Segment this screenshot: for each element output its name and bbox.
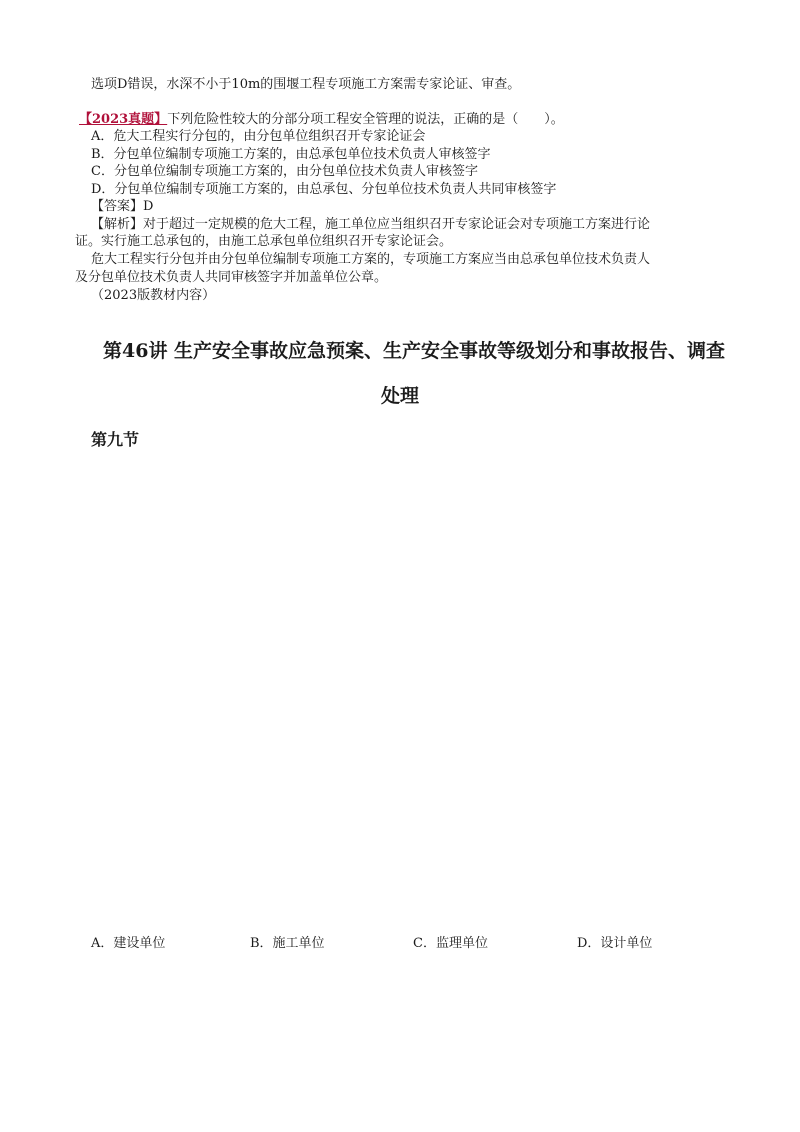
source-note: （2023版教材内容） [91, 288, 216, 303]
lecture-title-line-2: 处理 [381, 385, 420, 407]
previous-explanation-note: 选项D错误，水深不小于10m的围堰工程专项施工方案需专家论证、审查。 [91, 77, 521, 92]
analysis-paragraph-1-line-1: 【解析】对于超过一定规模的危大工程，施工单位应当组织召开专家论证会对专项施工方案进行论 [91, 217, 651, 232]
bottom-option-d: D．设计单位 [577, 936, 653, 951]
analysis-paragraph-2-line-1: 危大工程实行分包并由分包单位编制专项施工方案的，专项施工方案应当由总承包单位技术负责人 [91, 252, 651, 267]
analysis-paragraph-1-line-2: 证。实行施工总承包的，由施工总承包单位组织召开专家论证会。 [75, 234, 453, 249]
analysis-paragraph-2-line-2: 及分包单位技术负责人共同审核签字并加盖单位公章。 [75, 270, 388, 285]
answer-line: 【答案】D [91, 199, 154, 214]
exam-year-tag: 【2023真题】 [79, 112, 168, 127]
option-b: B．分包单位编制专项施工方案的，由总承包单位技术负责人审核签字 [91, 147, 491, 162]
bottom-option-a: A．建设单位 [91, 936, 166, 951]
bottom-option-c: C．监理单位 [413, 936, 488, 951]
option-a: A．危大工程实行分包的，由分包单位组织召开专家论证会 [91, 129, 426, 144]
lecture-title-line-1: 第46讲 生产安全事故应急预案、生产安全事故等级划分和事故报告、调查 [103, 340, 726, 362]
question-stem: 下列危险性较大的分部分项工程安全管理的说法，正确的是（ ）。 [167, 112, 564, 127]
bottom-option-b: B．施工单位 [250, 936, 325, 951]
question-stem-line [79, 112, 564, 128]
option-c: C．分包单位编制专项施工方案的，由分包单位技术负责人审核签字 [91, 164, 478, 179]
option-d: D．分包单位编制专项施工方案的，由总承包、分包单位技术负责人共同审核签字 [91, 182, 557, 197]
section-heading: 第九节 [91, 430, 140, 449]
